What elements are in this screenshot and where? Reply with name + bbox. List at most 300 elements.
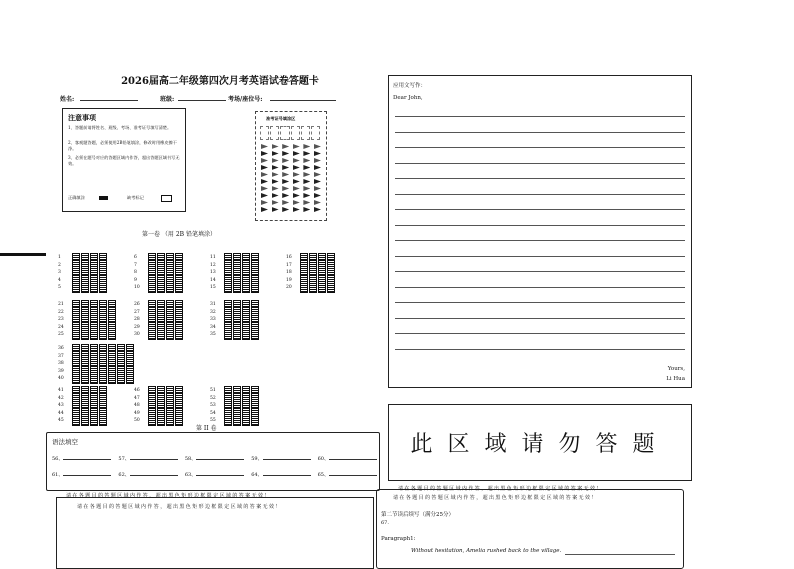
admission-bubble[interactable] — [293, 186, 300, 191]
admission-bubble[interactable] — [293, 158, 300, 163]
grammar-item[interactable] — [251, 455, 310, 462]
part1-title: 第一卷 （用 2B 铅笔填涂） — [142, 231, 216, 238]
grammar-row-1[interactable] — [52, 455, 377, 462]
question-row[interactable] — [210, 294, 260, 307]
continuation-qnum: 67. — [381, 520, 389, 526]
admission-bubble[interactable] — [314, 144, 321, 149]
question-row[interactable] — [210, 302, 260, 315]
question-row[interactable] — [210, 410, 260, 423]
admission-bubble[interactable] — [293, 179, 300, 184]
paragraph-label: Paragraph1: — [381, 536, 416, 542]
answer-bubble[interactable] — [309, 283, 317, 293]
admission-bubble[interactable] — [303, 165, 310, 170]
question-number: 24 — [58, 324, 64, 330]
writing-title: 应用文写作： — [393, 83, 427, 89]
admission-bubble[interactable] — [272, 158, 279, 163]
admission-bubble[interactable] — [293, 151, 300, 156]
admission-bubble[interactable] — [303, 151, 310, 156]
answer-bubble[interactable] — [300, 283, 308, 293]
answer-bubble[interactable] — [148, 330, 156, 340]
admission-column[interactable] — [293, 144, 300, 216]
answer-bubble[interactable] — [90, 416, 98, 426]
mc-group-2-col1[interactable] — [58, 294, 117, 337]
question-number: 14 — [210, 277, 216, 283]
question-row[interactable] — [134, 247, 184, 260]
admission-bubble[interactable] — [314, 172, 321, 177]
answer-bubble[interactable] — [233, 416, 241, 426]
admission-grid — [255, 111, 327, 221]
registration-mark — [0, 253, 46, 256]
answer-bubble[interactable] — [224, 416, 232, 426]
grammar-item[interactable] — [318, 455, 377, 462]
admission-bubble[interactable] — [314, 179, 321, 184]
mc-group-4-col1[interactable] — [58, 380, 108, 423]
name-field[interactable] — [80, 100, 138, 101]
admission-bubble[interactable] — [261, 193, 268, 198]
mc-group-4-col2[interactable] — [134, 380, 184, 423]
admission-bubble[interactable] — [261, 158, 268, 163]
grammar-blank[interactable] — [63, 455, 111, 460]
admission-bubble[interactable] — [272, 172, 279, 177]
answer-bubble[interactable] — [242, 283, 250, 293]
admission-bubble[interactable] — [282, 151, 289, 156]
question-number: 26 — [134, 302, 140, 307]
question-row[interactable] — [210, 309, 260, 322]
admission-bubble[interactable] — [282, 172, 289, 177]
grammar-item[interactable] — [118, 471, 177, 478]
question-number: 9 — [134, 277, 137, 283]
writing-line[interactable] — [395, 163, 685, 164]
grammar-number: 62、 — [118, 472, 130, 478]
writing-line[interactable] — [395, 225, 685, 226]
question-number: 28 — [134, 317, 140, 322]
question-number: 47 — [134, 395, 140, 401]
grammar-number: 57、 — [118, 456, 130, 462]
answer-bubble[interactable] — [108, 374, 116, 384]
question-number: 46 — [134, 388, 140, 393]
question-number: 44 — [58, 410, 64, 416]
absent-mark-box[interactable] — [161, 195, 172, 202]
grammar-box — [46, 432, 380, 491]
class-field[interactable] — [178, 100, 226, 101]
question-row[interactable] — [210, 255, 260, 268]
grammar-item[interactable] — [52, 471, 111, 478]
admission-title: 准考证号填涂区 — [266, 116, 296, 121]
question-number: 42 — [58, 395, 64, 401]
question-number: 53 — [210, 403, 216, 408]
admission-bubble[interactable] — [293, 172, 300, 177]
grammar-blank[interactable] — [196, 455, 244, 460]
admission-bubble[interactable] — [314, 158, 321, 163]
answer-bubble[interactable] — [166, 330, 174, 340]
answer-bubble[interactable] — [242, 330, 250, 340]
admission-bubble[interactable] — [272, 144, 279, 149]
admission-bubble[interactable] — [282, 200, 289, 205]
question-number: 52 — [210, 395, 216, 401]
admission-bubble[interactable] — [303, 144, 310, 149]
question-number: 43 — [58, 403, 64, 408]
answer-bubble[interactable] — [251, 330, 259, 340]
question-number: 10 — [134, 285, 140, 290]
question-number: 48 — [134, 403, 140, 408]
question-row[interactable] — [58, 324, 117, 337]
admission-bubble[interactable] — [282, 144, 289, 149]
answer-bubble[interactable] — [166, 416, 174, 426]
question-number: 6 — [134, 255, 137, 260]
question-number: 20 — [286, 285, 292, 290]
answer-bubble[interactable] — [126, 374, 134, 384]
question-row[interactable] — [58, 368, 135, 381]
admission-bubble[interactable] — [261, 186, 268, 191]
grammar-item[interactable] — [52, 455, 111, 462]
question-row[interactable] — [134, 294, 184, 307]
question-row[interactable] — [134, 262, 184, 275]
question-row[interactable] — [58, 395, 108, 408]
mc-group-1-col3[interactable] — [210, 247, 260, 290]
question-row[interactable] — [58, 361, 135, 374]
question-number: 23 — [58, 317, 64, 322]
admission-bubble[interactable] — [293, 144, 300, 149]
admission-bubble[interactable] — [282, 207, 289, 212]
admission-bubble[interactable] — [282, 193, 289, 198]
correct-fill-label: 正确填涂 — [68, 195, 85, 200]
mc-group-1-col2[interactable] — [134, 247, 184, 290]
writing-line[interactable] — [395, 194, 685, 195]
question-row[interactable] — [286, 262, 336, 275]
answer-bubble[interactable] — [148, 283, 156, 293]
writing-line[interactable] — [395, 287, 685, 288]
question-row[interactable] — [58, 403, 108, 416]
question-number: 12 — [210, 262, 216, 268]
grammar-number: 60、 — [317, 456, 329, 462]
mc-group-2-col2[interactable] — [134, 294, 184, 337]
question-number: 18 — [286, 270, 292, 275]
answer-bubble[interactable] — [251, 283, 259, 293]
admission-bubble[interactable] — [314, 207, 321, 212]
notice-item-3: 3、必须在题号对应的答题区域内作答，超出答题区域书写无效。 — [68, 155, 180, 166]
admission-bubble[interactable] — [293, 165, 300, 170]
question-number: 27 — [134, 309, 140, 315]
question-number: 1 — [58, 255, 61, 260]
question-row[interactable] — [134, 395, 184, 408]
mc-group-3[interactable] — [58, 338, 135, 381]
mc-group-4-col3[interactable] — [210, 380, 260, 423]
admission-bubble[interactable] — [293, 207, 300, 212]
grammar-blank[interactable] — [329, 455, 377, 460]
question-row[interactable] — [210, 270, 260, 283]
admission-bubble[interactable] — [303, 172, 310, 177]
answer-bubble[interactable] — [99, 416, 107, 426]
writing-box[interactable] — [388, 75, 692, 388]
writing-line[interactable] — [395, 333, 685, 334]
notice-item-2: 2、客观题答题，必须使用2B铅笔填涂，修改时用橡皮擦干净。 — [68, 140, 177, 151]
question-row[interactable] — [134, 270, 184, 283]
answer-bubble[interactable] — [175, 283, 183, 293]
answer-bubble[interactable] — [175, 416, 183, 426]
admission-bubble[interactable] — [272, 200, 279, 205]
grammar-blank[interactable] — [263, 455, 311, 460]
answer-bubble[interactable] — [90, 283, 98, 293]
question-number: 38 — [58, 361, 64, 366]
question-row[interactable] — [286, 247, 336, 260]
grammar-number: 64、 — [251, 472, 263, 478]
no-answer-zone — [388, 404, 692, 481]
writing-signature: Li Hua — [666, 376, 685, 382]
grammar-number: 56、 — [52, 456, 64, 462]
grammar-number: 65、 — [317, 472, 329, 478]
grammar-number: 59、 — [251, 456, 263, 462]
admission-bubble[interactable] — [293, 193, 300, 198]
question-row[interactable] — [134, 380, 184, 393]
question-row[interactable] — [134, 317, 184, 330]
question-number: 39 — [58, 368, 64, 374]
question-row[interactable] — [58, 380, 108, 393]
question-number: 22 — [58, 309, 64, 315]
writing-line[interactable] — [395, 256, 685, 257]
admission-bubble[interactable] — [272, 207, 279, 212]
grammar-blank[interactable] — [130, 471, 178, 476]
question-row[interactable] — [210, 388, 260, 401]
admission-bubble[interactable] — [303, 207, 310, 212]
question-row[interactable] — [58, 317, 117, 330]
question-row[interactable] — [58, 309, 117, 322]
admission-bubble[interactable] — [261, 179, 268, 184]
grammar-blank[interactable] — [130, 455, 178, 460]
question-row[interactable] — [210, 395, 260, 408]
correct-fill-sample — [99, 196, 108, 200]
admission-bubble[interactable] — [303, 186, 310, 191]
question-row[interactable] — [286, 270, 336, 283]
admission-bubble[interactable] — [282, 165, 289, 170]
left-answer-box[interactable] — [56, 497, 374, 569]
question-row[interactable] — [134, 403, 184, 416]
admission-column[interactable] — [282, 144, 289, 216]
grammar-title: 语法填空 — [52, 438, 78, 446]
admission-bubble[interactable] — [261, 151, 268, 156]
question-number: 55 — [210, 418, 216, 423]
admission-bubble[interactable] — [293, 200, 300, 205]
mc-group-1-col4[interactable] — [286, 247, 336, 290]
question-row[interactable] — [134, 309, 184, 322]
question-number: 30 — [134, 332, 140, 337]
writing-line[interactable] — [395, 116, 685, 117]
admission-bubble[interactable] — [282, 179, 289, 184]
answer-bubble[interactable] — [233, 330, 241, 340]
question-row[interactable] — [286, 255, 336, 268]
writing-line[interactable] — [395, 240, 685, 241]
answer-bubble[interactable] — [72, 283, 80, 293]
grammar-blank[interactable] — [329, 471, 377, 476]
admission-bubble[interactable] — [314, 151, 321, 156]
admission-write-row[interactable] — [260, 126, 320, 140]
writing-line[interactable] — [395, 147, 685, 148]
notice-item-1: 1、答题前请将姓名、班级、考场、准考证号填写清楚。 — [68, 125, 172, 130]
question-row[interactable] — [58, 346, 135, 359]
question-row[interactable] — [210, 380, 260, 393]
admission-column[interactable] — [272, 144, 279, 216]
question-number: 32 — [210, 309, 216, 315]
writing-line[interactable] — [395, 349, 685, 350]
question-number: 25 — [58, 332, 64, 337]
answer-bubble[interactable] — [327, 283, 335, 293]
admission-bubble[interactable] — [261, 200, 268, 205]
admission-column[interactable] — [314, 144, 321, 216]
grammar-blank[interactable] — [263, 471, 311, 476]
admission-bubble[interactable] — [314, 186, 321, 191]
answer-bubble[interactable] — [242, 416, 250, 426]
admission-bubble[interactable] — [272, 193, 279, 198]
question-row[interactable] — [58, 255, 108, 268]
admission-bubble[interactable] — [314, 193, 321, 198]
writing-line[interactable] — [395, 209, 685, 210]
admission-bubble-columns[interactable] — [261, 144, 321, 216]
admission-bubble[interactable] — [314, 165, 321, 170]
question-row[interactable] — [58, 294, 117, 307]
answer-bubble[interactable] — [224, 330, 232, 340]
writing-line[interactable] — [395, 132, 685, 133]
part2-title: 第 II 卷 — [196, 425, 217, 432]
question-number: 40 — [58, 376, 64, 381]
room-seat-field[interactable] — [270, 100, 336, 101]
admission-bubble[interactable] — [272, 179, 279, 184]
name-label: 姓名: — [60, 96, 75, 103]
grammar-blank[interactable] — [63, 471, 111, 476]
admission-bubble[interactable] — [261, 165, 268, 170]
answer-bubble[interactable] — [233, 283, 241, 293]
admission-bubble[interactable] — [314, 200, 321, 205]
answer-bubble[interactable] — [251, 416, 259, 426]
answer-bubble[interactable] — [117, 374, 125, 384]
writing-line[interactable] — [395, 271, 685, 272]
question-row[interactable] — [58, 277, 108, 290]
exam-title: 2026届高二年级第四次月考英语试卷答题卡 — [121, 76, 319, 87]
admission-bubble[interactable] — [261, 144, 268, 149]
answer-bubble[interactable] — [99, 283, 107, 293]
question-row[interactable] — [58, 388, 108, 401]
continuation-title: 第二节读后续写（满分25分） — [381, 512, 454, 518]
notice-title: 注意事项 — [68, 113, 96, 122]
question-number: 16 — [286, 255, 292, 260]
warning-right-1: 请在各题目的答题区域内作答，超出黑色矩形边框限定区域的答案无效！ — [398, 486, 603, 492]
grammar-item[interactable] — [318, 471, 377, 478]
admission-bubble[interactable] — [272, 165, 279, 170]
question-number: 21 — [58, 302, 64, 307]
answer-bubble[interactable] — [166, 283, 174, 293]
answer-bubble[interactable] — [318, 283, 326, 293]
question-row[interactable] — [134, 277, 184, 290]
question-number: 13 — [210, 270, 216, 275]
answer-bubble[interactable] — [224, 283, 232, 293]
question-row[interactable] — [58, 270, 108, 283]
question-row[interactable] — [134, 324, 184, 337]
question-row[interactable] — [210, 262, 260, 275]
grammar-item[interactable] — [251, 471, 310, 478]
no-answer-text: 此区域请勿答题 — [410, 432, 670, 457]
question-row[interactable] — [210, 247, 260, 260]
question-number: 17 — [286, 262, 292, 268]
question-row[interactable] — [58, 353, 135, 366]
grammar-number: 63、 — [184, 472, 197, 478]
writing-line[interactable] — [395, 318, 685, 319]
grammar-item[interactable] — [118, 455, 177, 462]
admission-bubble[interactable] — [261, 207, 268, 212]
mc-group-2-col3[interactable] — [210, 294, 260, 337]
admission-bubble[interactable] — [272, 186, 279, 191]
question-row[interactable] — [210, 324, 260, 337]
question-row[interactable] — [58, 302, 117, 315]
question-number: 35 — [210, 332, 216, 337]
question-number: 19 — [286, 277, 292, 283]
question-row[interactable] — [286, 277, 336, 290]
answer-bubble[interactable] — [148, 416, 156, 426]
writing-line[interactable] — [395, 302, 685, 303]
question-row[interactable] — [58, 410, 108, 423]
question-row[interactable] — [134, 302, 184, 315]
paragraph-line[interactable] — [565, 554, 675, 555]
question-row[interactable] — [134, 388, 184, 401]
admission-bubble[interactable] — [303, 193, 310, 198]
admission-bubble[interactable] — [282, 186, 289, 191]
warning-left-2: 请在各题目的答题区域内作答，超出黑色矩形边框限定区域的答案无效！ — [77, 504, 282, 510]
question-number: 2 — [58, 262, 61, 268]
warning-right-2: 请在各题目的答题区域内作答，超出黑色矩形边框限定区域的答案无效！ — [393, 495, 598, 501]
question-number: 45 — [58, 418, 64, 423]
question-number: 5 — [58, 285, 61, 290]
grammar-number: 58、 — [184, 456, 197, 462]
notice-box — [62, 108, 186, 212]
room-seat-label: 考场/座位号: — [228, 96, 263, 103]
writing-line[interactable] — [395, 178, 685, 179]
answer-bubble[interactable] — [157, 416, 165, 426]
grammar-blank[interactable] — [196, 471, 244, 476]
question-row[interactable] — [210, 277, 260, 290]
class-label: 班级: — [160, 96, 175, 103]
admission-bubble[interactable] — [303, 200, 310, 205]
question-row[interactable] — [134, 410, 184, 423]
admission-bubble[interactable] — [282, 158, 289, 163]
answer-bubble[interactable] — [175, 330, 183, 340]
question-number: 15 — [210, 285, 216, 290]
admission-column[interactable] — [261, 144, 268, 216]
mc-group-1-col1[interactable] — [58, 247, 108, 290]
question-number: 36 — [58, 346, 64, 351]
question-row[interactable] — [58, 338, 135, 351]
question-number: 50 — [134, 418, 140, 423]
answer-bubble[interactable] — [81, 283, 89, 293]
admission-bubble[interactable] — [272, 151, 279, 156]
question-row[interactable] — [210, 403, 260, 416]
answer-bubble[interactable] — [81, 416, 89, 426]
answer-bubble[interactable] — [157, 283, 165, 293]
grammar-row-2[interactable] — [52, 471, 377, 478]
question-number: 7 — [134, 262, 137, 268]
grammar-item[interactable] — [185, 471, 244, 478]
question-row[interactable] — [58, 262, 108, 275]
answer-bubble[interactable] — [157, 330, 165, 340]
admission-bubble[interactable] — [303, 179, 310, 184]
grammar-item[interactable] — [185, 455, 244, 462]
admission-bubble[interactable] — [261, 172, 268, 177]
question-row[interactable] — [134, 255, 184, 268]
admission-column[interactable] — [303, 144, 310, 216]
question-row[interactable] — [58, 247, 108, 260]
question-number: 8 — [134, 270, 137, 275]
admission-bubble[interactable] — [303, 158, 310, 163]
answer-bubble[interactable] — [72, 416, 80, 426]
absent-label: 缺考标记 — [127, 195, 144, 200]
question-row[interactable] — [210, 317, 260, 330]
continuation-box[interactable] — [376, 489, 684, 569]
